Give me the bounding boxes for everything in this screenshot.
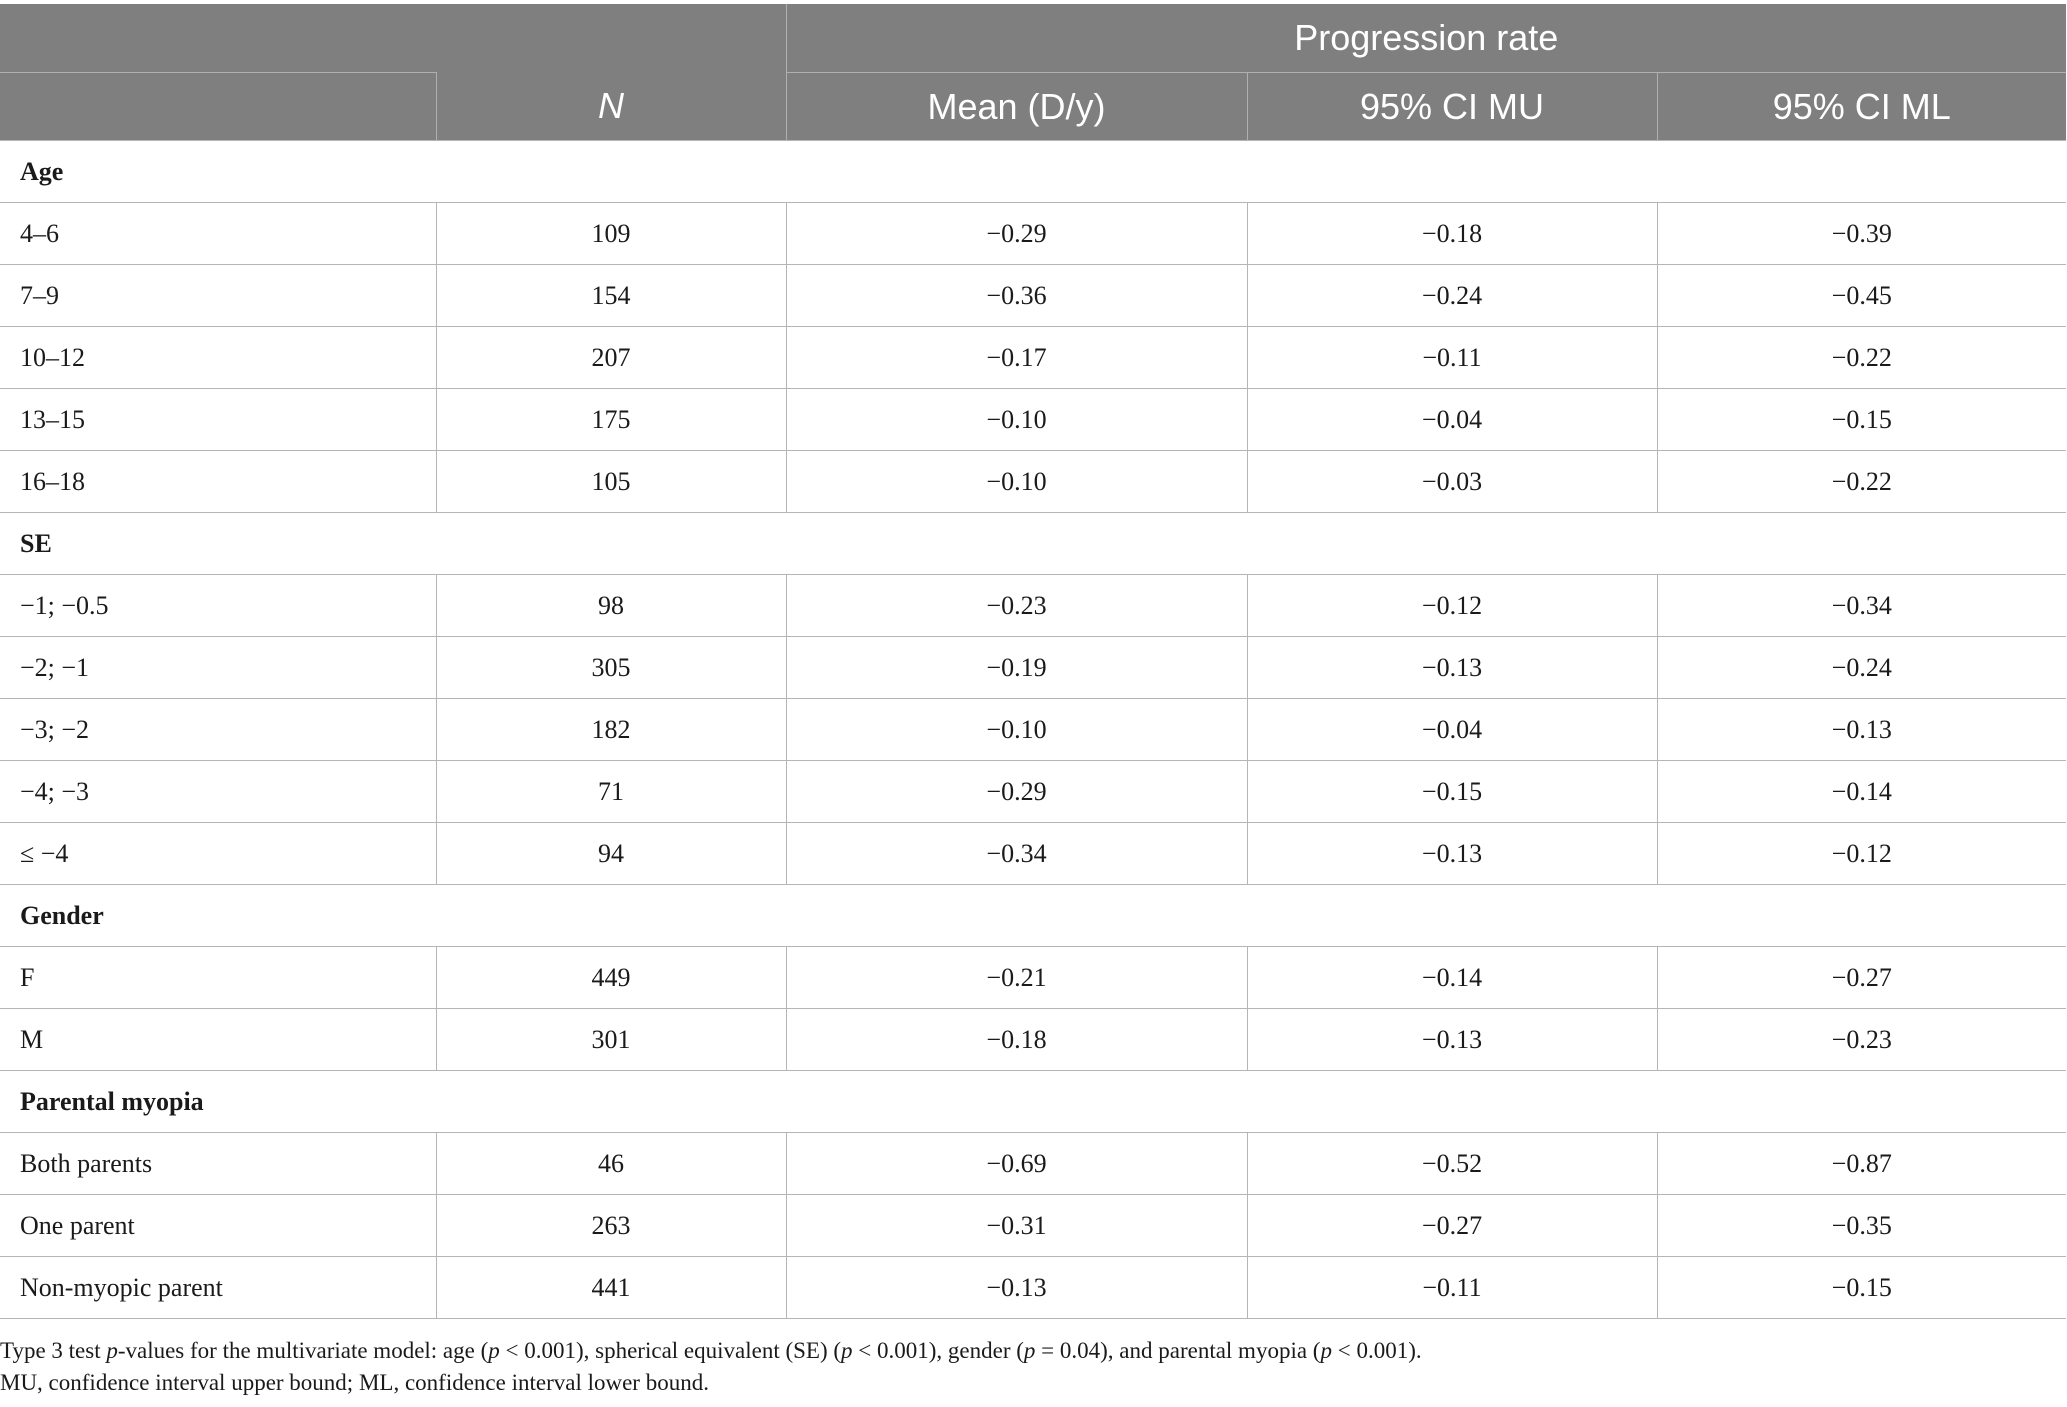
- cell-ci-ml: −0.22: [1657, 451, 2066, 513]
- cell-n: 175: [436, 389, 786, 451]
- table-row: [0, 823, 2066, 885]
- cell-mean: −0.17: [786, 327, 1247, 389]
- cell-n: 98: [436, 575, 786, 637]
- row-label: 13–15: [0, 389, 436, 451]
- table-row: [0, 575, 2066, 637]
- row-label: 16–18: [0, 451, 436, 513]
- table-row: [0, 203, 2066, 265]
- table-row: [0, 761, 2066, 823]
- cell-mean: −0.18: [786, 1009, 1247, 1071]
- row-label: F: [0, 947, 436, 1009]
- cell-ci-mu: −0.18: [1247, 203, 1657, 265]
- header-ci-mu: 95% CI MU: [1247, 73, 1657, 141]
- cell-ci-ml: −0.13: [1657, 699, 2066, 761]
- cell-mean: −0.29: [786, 203, 1247, 265]
- cell-ci-ml: −0.15: [1657, 1257, 2066, 1319]
- table-row: [0, 637, 2066, 699]
- row-label: One parent: [0, 1195, 436, 1257]
- cell-n: 449: [436, 947, 786, 1009]
- cell-ci-ml: −0.34: [1657, 575, 2066, 637]
- table-row: [0, 1009, 2066, 1071]
- footnote-pvalues: Type 3 test p-values for the multivariate model: age (p < 0.001), spherical equivalent (SE) (p < 0.001), gender (p = 0.04), and parental myopia (p < 0.001).: [0, 1338, 1422, 1363]
- cell-ci-mu: −0.12: [1247, 575, 1657, 637]
- cell-mean: −0.34: [786, 823, 1247, 885]
- table-body: [0, 141, 2066, 1319]
- cell-ci-ml: −0.15: [1657, 389, 2066, 451]
- cell-ci-mu: −0.52: [1247, 1133, 1657, 1195]
- section-row: [0, 885, 2066, 947]
- header-blank-cell: [0, 4, 786, 73]
- cell-ci-mu: −0.13: [1247, 637, 1657, 699]
- cell-n: 182: [436, 699, 786, 761]
- table-row: [0, 265, 2066, 327]
- table-row: [0, 451, 2066, 513]
- section-row: [0, 513, 2066, 575]
- progression-rate-table: [0, 4, 2066, 1319]
- table-footnotes: [0, 1335, 2060, 1399]
- table-row: [0, 699, 2066, 761]
- cell-n: 301: [436, 1009, 786, 1071]
- cell-ci-ml: −0.14: [1657, 761, 2066, 823]
- cell-n: 109: [436, 203, 786, 265]
- results-table-container: [0, 4, 2066, 1319]
- cell-n: 207: [436, 327, 786, 389]
- row-label: 7–9: [0, 265, 436, 327]
- table-row: [0, 1195, 2066, 1257]
- cell-ci-mu: −0.15: [1247, 761, 1657, 823]
- cell-mean: −0.13: [786, 1257, 1247, 1319]
- header-progression-rate: Progression rate: [786, 4, 2066, 73]
- cell-mean: −0.10: [786, 699, 1247, 761]
- cell-ci-ml: −0.45: [1657, 265, 2066, 327]
- section-title: Age: [0, 141, 2066, 203]
- cell-ci-ml: −0.35: [1657, 1195, 2066, 1257]
- header-ci-ml: 95% CI ML: [1657, 73, 2066, 141]
- cell-ci-ml: −0.24: [1657, 637, 2066, 699]
- header-empty-cell: [0, 73, 436, 141]
- section-row: [0, 1071, 2066, 1133]
- cell-ci-mu: −0.04: [1247, 389, 1657, 451]
- row-label: −2; −1: [0, 637, 436, 699]
- cell-ci-ml: −0.22: [1657, 327, 2066, 389]
- cell-mean: −0.21: [786, 947, 1247, 1009]
- cell-ci-mu: −0.14: [1247, 947, 1657, 1009]
- cell-ci-ml: −0.39: [1657, 203, 2066, 265]
- table-row: [0, 389, 2066, 451]
- cell-ci-mu: −0.24: [1247, 265, 1657, 327]
- header-n: N: [436, 73, 786, 141]
- cell-n: 154: [436, 265, 786, 327]
- row-label: −4; −3: [0, 761, 436, 823]
- cell-mean: −0.10: [786, 451, 1247, 513]
- cell-n: 441: [436, 1257, 786, 1319]
- row-label: 4–6: [0, 203, 436, 265]
- table-row: [0, 327, 2066, 389]
- cell-n: 94: [436, 823, 786, 885]
- cell-mean: −0.10: [786, 389, 1247, 451]
- row-label: Both parents: [0, 1133, 436, 1195]
- row-label: −1; −0.5: [0, 575, 436, 637]
- header-mean: Mean (D/y): [786, 73, 1247, 141]
- cell-mean: −0.36: [786, 265, 1247, 327]
- cell-n: 105: [436, 451, 786, 513]
- section-title: Parental myopia: [0, 1071, 2066, 1133]
- section-title: Gender: [0, 885, 2066, 947]
- cell-ci-mu: −0.11: [1247, 327, 1657, 389]
- cell-mean: −0.69: [786, 1133, 1247, 1195]
- cell-n: 46: [436, 1133, 786, 1195]
- cell-ci-ml: −0.23: [1657, 1009, 2066, 1071]
- cell-mean: −0.19: [786, 637, 1247, 699]
- cell-ci-mu: −0.13: [1247, 1009, 1657, 1071]
- cell-ci-mu: −0.04: [1247, 699, 1657, 761]
- cell-n: 305: [436, 637, 786, 699]
- footnote-abbreviations: MU, confidence interval upper bound; ML, confidence interval lower bound.: [0, 1370, 709, 1395]
- table-row: [0, 1133, 2066, 1195]
- cell-ci-ml: −0.12: [1657, 823, 2066, 885]
- cell-ci-mu: −0.27: [1247, 1195, 1657, 1257]
- cell-ci-ml: −0.27: [1657, 947, 2066, 1009]
- cell-ci-ml: −0.87: [1657, 1133, 2066, 1195]
- row-label: M: [0, 1009, 436, 1071]
- table-header: [0, 4, 2066, 141]
- row-label: −3; −2: [0, 699, 436, 761]
- row-label: Non-myopic parent: [0, 1257, 436, 1319]
- cell-ci-mu: −0.03: [1247, 451, 1657, 513]
- cell-ci-mu: −0.13: [1247, 823, 1657, 885]
- section-row: [0, 141, 2066, 203]
- cell-n: 71: [436, 761, 786, 823]
- section-title: SE: [0, 513, 2066, 575]
- cell-mean: −0.29: [786, 761, 1247, 823]
- cell-ci-mu: −0.11: [1247, 1257, 1657, 1319]
- row-label: 10–12: [0, 327, 436, 389]
- cell-n: 263: [436, 1195, 786, 1257]
- cell-mean: −0.23: [786, 575, 1247, 637]
- table-row: [0, 1257, 2066, 1319]
- cell-mean: −0.31: [786, 1195, 1247, 1257]
- table-row: [0, 947, 2066, 1009]
- row-label: ≤ −4: [0, 823, 436, 885]
